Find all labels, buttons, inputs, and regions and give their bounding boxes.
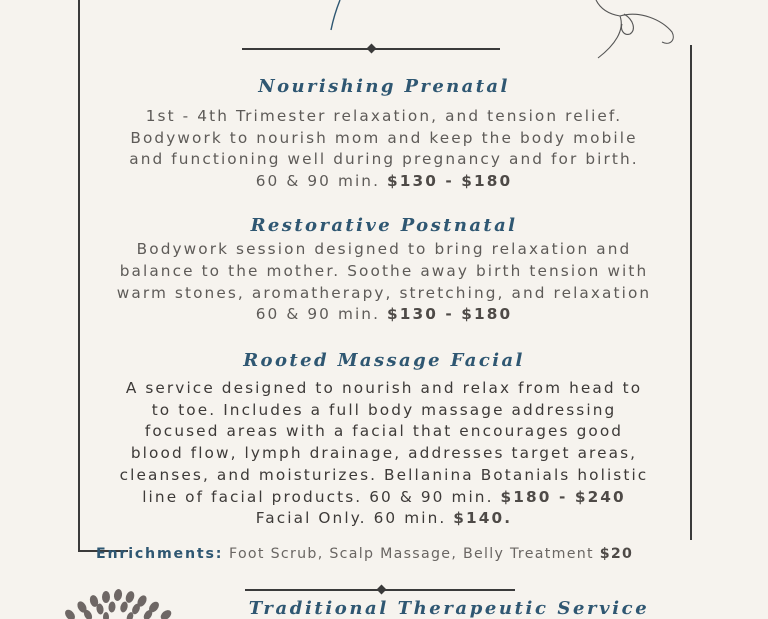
duration: 60 & 90 min.: [255, 305, 381, 324]
body-line: Bodywork session designed to bring relaxation and: [136, 240, 632, 258]
duration-price-line: [96, 304, 672, 326]
section-title-facial: Rooted Massage Facial: [243, 350, 525, 371]
body-line: balance to the mother. Soothe away birth tension with: [119, 261, 649, 280]
body-line: A service designed to nourish and relax from head to: [125, 379, 643, 397]
price: $180 - $240: [500, 487, 626, 506]
section-body-prenatal: [96, 106, 672, 192]
price: $130 - $180: [387, 171, 513, 190]
frame-right-line: [690, 45, 692, 540]
body-text: line of facial products. 60 & 90 min.: [142, 487, 494, 506]
body-line: warm stones, aromatherapy, stretching, and relaxation: [116, 283, 652, 302]
body-line: blood flow, lymph drainage, addresses target areas,: [130, 444, 638, 463]
section-body-postnatal: [96, 239, 672, 326]
body-line: Bodywork to nourish mom and keep the body mobile: [130, 128, 638, 147]
facial-only-text: Facial Only. 60 min.: [255, 509, 447, 528]
enrichments-price: $20: [599, 546, 634, 562]
duration-price-line: [96, 171, 672, 193]
enrichments-line: [96, 546, 633, 562]
lower-divider-diamond: [377, 585, 387, 595]
section-title-prenatal: Nourishing Prenatal: [258, 76, 510, 97]
facial-only-line: [96, 508, 672, 530]
enrichments-label: Enrichments:: [96, 546, 224, 562]
body-line: focused areas with a facial that encourages good: [144, 422, 624, 441]
body-line: 1st - 4th Trimester relaxation, and tension relief.: [145, 107, 623, 125]
price: $130 - $180: [387, 305, 513, 324]
facial-only-price: $140.: [453, 509, 513, 528]
duration: 60 & 90 min.: [255, 171, 381, 190]
botanical-sketch-icon: [0, 0, 768, 70]
body-line: cleanses, and moisturizes. Bellanina Botanials holistic: [119, 465, 649, 484]
enrichments-text: Foot Scrub, Scalp Massage, Belly Treatment: [228, 546, 594, 562]
section-body-facial: [96, 378, 672, 530]
body-line: to toe. Includes a full body massage addressing: [151, 400, 617, 419]
section-title-traditional: Traditional Therapeutic Service: [248, 598, 650, 619]
body-line: and functioning well during pregnancy and for birth.: [129, 150, 639, 169]
duration-price-line: [96, 487, 672, 509]
section-title-postnatal: Restorative Postnatal: [250, 215, 518, 236]
